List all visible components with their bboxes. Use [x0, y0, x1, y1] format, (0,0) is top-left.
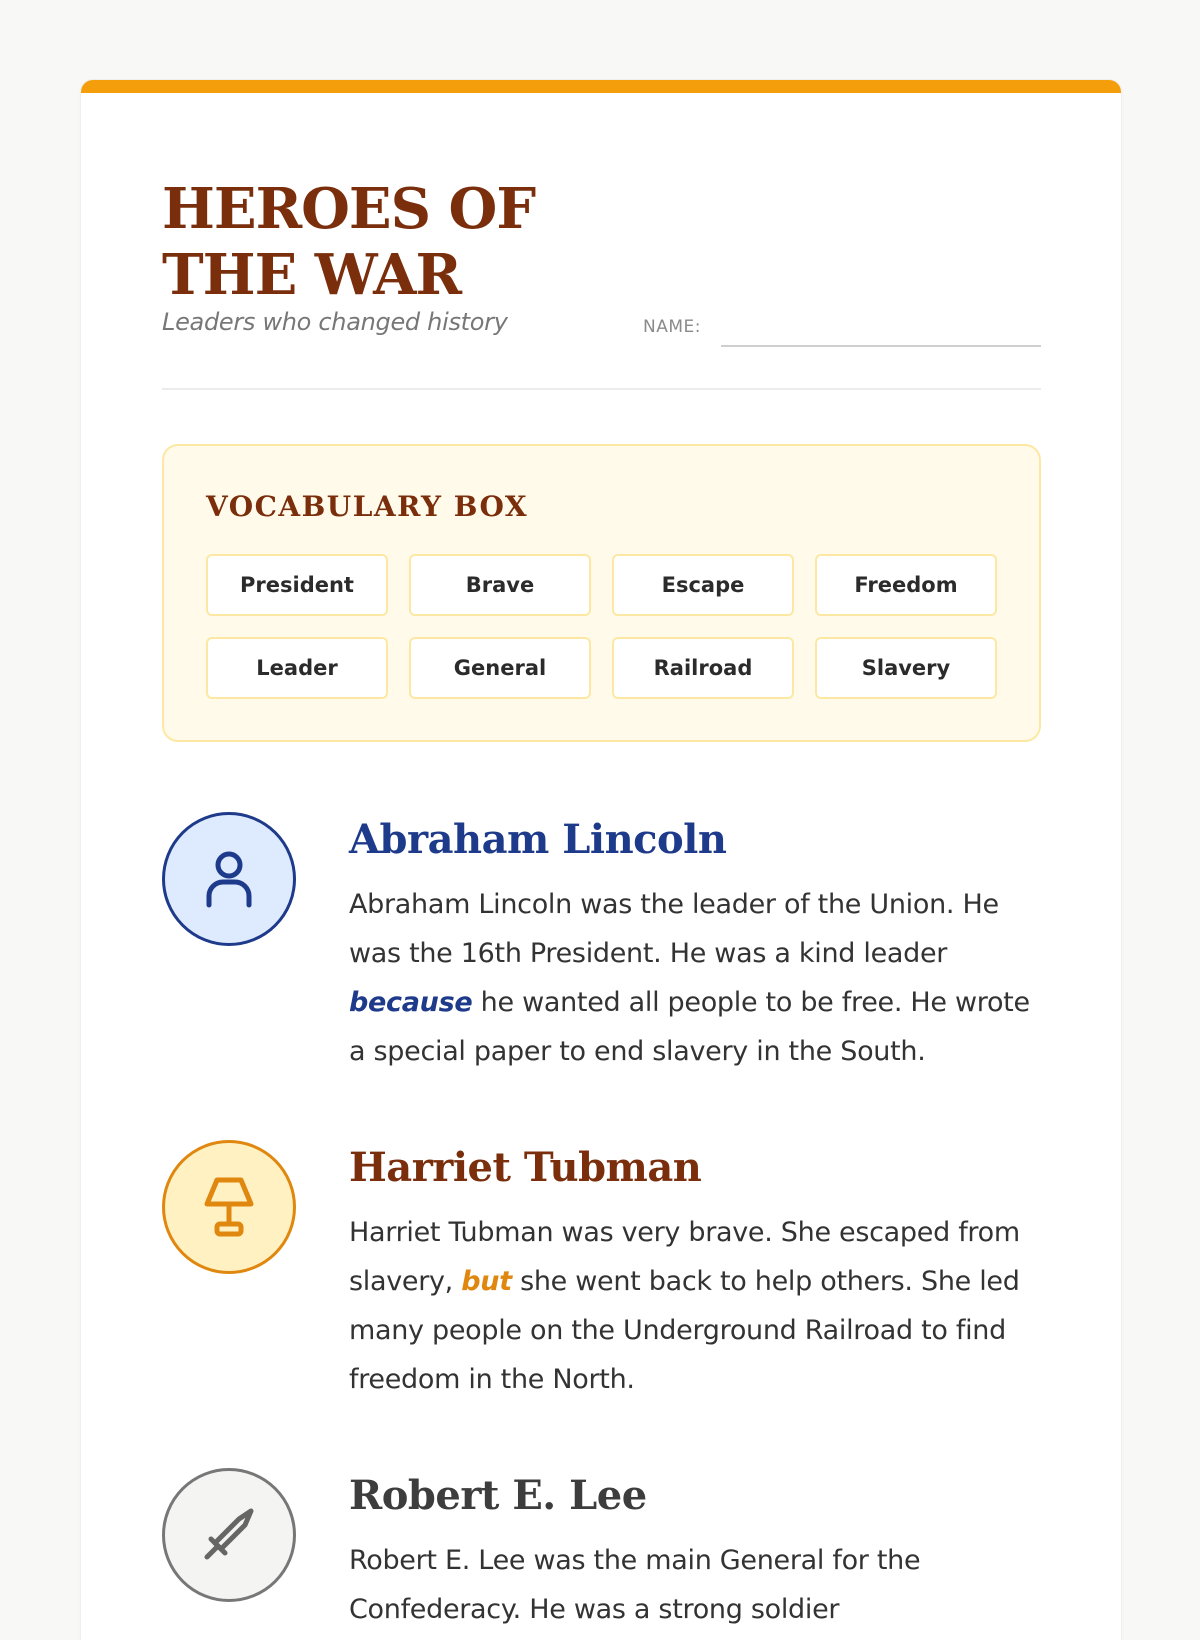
hero-name: Abraham Lincoln	[349, 816, 727, 863]
hero-description	[349, 1536, 1041, 1634]
vocab-word: Escape	[612, 554, 794, 616]
hero-conjunction: because	[349, 987, 473, 1018]
hero-text-part: Abraham Lincoln was the leader of the Union. He was the 16th President. He was a kind leader	[349, 889, 999, 969]
vocabulary-box	[162, 444, 1041, 742]
lamp-icon	[162, 1140, 296, 1274]
hero-description	[349, 880, 1041, 1076]
vocab-word: Freedom	[815, 554, 997, 616]
vocab-word: General	[409, 637, 591, 699]
hero-name: Harriet Tubman	[349, 1144, 702, 1191]
sword-icon	[162, 1468, 296, 1602]
hero-text-part: he wanted all people to be free. He wrote a special paper to end slavery in the South.	[349, 987, 1030, 1067]
page-subtitle: Leaders who changed history	[162, 308, 508, 336]
vocabulary-title: VOCABULARY BOX	[206, 490, 529, 523]
name-field[interactable]	[721, 345, 1041, 347]
header-divider	[162, 388, 1041, 390]
hero-text-part: she went back to help others. She led many people on the Underground Railroad to find freedom in the North.	[349, 1266, 1020, 1395]
hero-name: Robert E. Lee	[349, 1472, 647, 1519]
vocabulary-grid	[206, 554, 998, 699]
vocab-word: Leader	[206, 637, 388, 699]
name-label: NAME:	[643, 317, 701, 337]
vocab-word: President	[206, 554, 388, 616]
page-title: HEROES OF THE WAR	[162, 176, 536, 308]
vocab-word: Slavery	[815, 637, 997, 699]
hero-description	[349, 1208, 1041, 1404]
hero-text-part: Harriet Tubman was very brave. She escaped from slavery,	[349, 1217, 1020, 1297]
person-icon	[162, 812, 296, 946]
accent-bar	[81, 80, 1121, 93]
vocab-word: Brave	[409, 554, 591, 616]
hero-conjunction: but	[461, 1266, 512, 1297]
worksheet	[81, 80, 1121, 1640]
hero-text-part: Robert E. Lee was the main General for the Confederacy. He was a strong soldier	[349, 1545, 921, 1625]
vocab-word: Railroad	[612, 637, 794, 699]
